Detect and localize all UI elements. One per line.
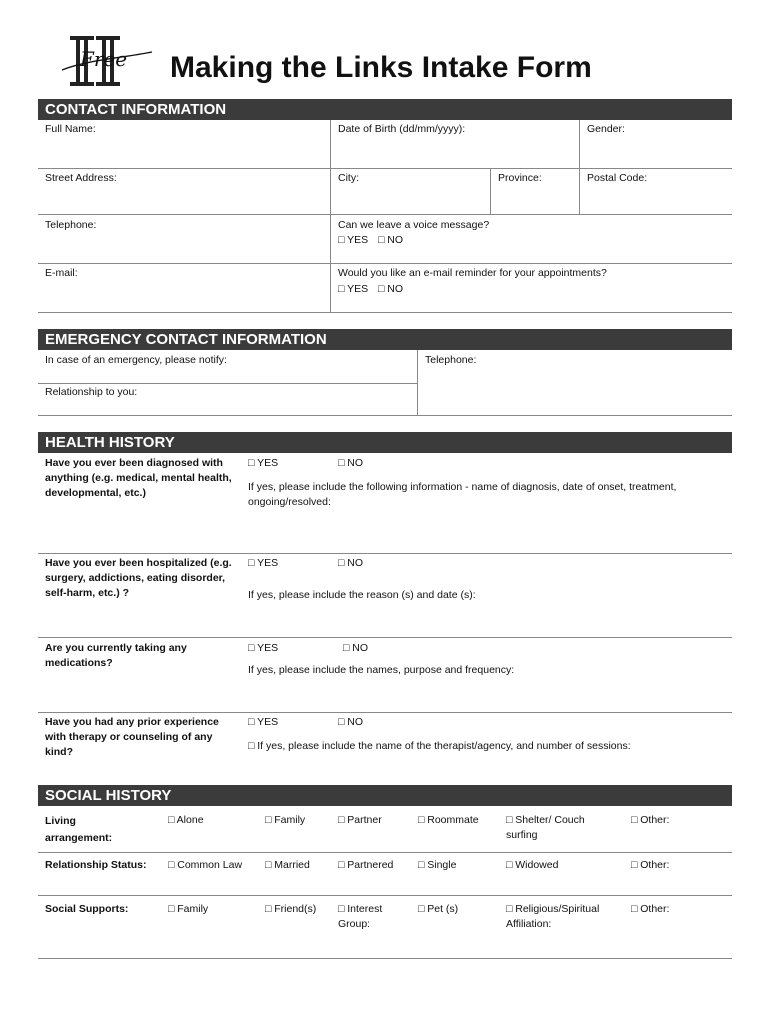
q1-no-checkbox[interactable]: □ NO <box>338 457 364 469</box>
contact-section-header: CONTACT INFORMATION <box>38 99 732 120</box>
living-family-checkbox[interactable]: □ Family <box>265 814 306 826</box>
rel-single-checkbox[interactable]: □ Single <box>418 859 457 871</box>
sup-religious-checkbox[interactable]: □ Religious/Spiritual Affiliation: <box>506 903 600 930</box>
rel-married-checkbox[interactable]: □ Married <box>265 859 310 871</box>
social-supports-label: Social Supports: <box>45 903 129 915</box>
health-q2: Have you ever been hospitalized (e.g. surgery, addictions, eating disorder, self-harm, etc.) ? <box>45 557 232 599</box>
q4-yes-checkbox[interactable]: □ YES <box>248 716 279 728</box>
q4-followup: □ If yes, please include the name of the therapist/agency, and number of sessions: <box>248 740 631 752</box>
living-shelter-checkbox[interactable]: □ Shelter/ Couch surfing <box>506 814 585 841</box>
voice-no-checkbox[interactable]: □ NO <box>378 234 404 246</box>
q3-yes-checkbox[interactable]: □ YES <box>248 642 279 654</box>
q1-yes-checkbox[interactable]: □ YES <box>248 457 279 469</box>
health-q1: Have you ever been diagnosed with anything (e.g. medical, mental health, developmental, etc.) <box>45 457 232 499</box>
living-roommate-checkbox[interactable]: □ Roommate <box>418 814 479 826</box>
q3-followup: If yes, please include the names, purpose and frequency: <box>248 664 515 676</box>
q1-followup: If yes, please include the following information - name of diagnosis, date of onset, treatment, ongoing/resolved: <box>248 481 677 508</box>
rel-other-checkbox[interactable]: □ Other: <box>631 859 670 871</box>
living-partner-checkbox[interactable]: □ Partner <box>338 814 382 826</box>
voice-yes-checkbox[interactable]: □ YES <box>338 234 369 246</box>
sup-friends-checkbox[interactable]: □ Friend(s) <box>265 903 317 915</box>
q2-yes-checkbox[interactable]: □ YES <box>248 557 279 569</box>
street-address-field[interactable]: Street Address: <box>45 172 117 184</box>
sup-family-checkbox[interactable]: □ Family <box>168 903 209 915</box>
voice-message-question: Can we leave a voice message? <box>338 219 490 231</box>
q2-no-checkbox[interactable]: □ NO <box>338 557 364 569</box>
health-q3: Are you currently taking any medications? <box>45 642 187 669</box>
sup-other-checkbox[interactable]: □ Other: <box>631 903 670 915</box>
living-alone-checkbox[interactable]: □ Alone <box>168 814 204 826</box>
rel-partnered-checkbox[interactable]: □ Partnered <box>338 859 394 871</box>
logo <box>62 30 154 92</box>
postal-code-field[interactable]: Postal Code: <box>587 172 648 184</box>
emergency-notify-field[interactable]: In case of an emergency, please notify: <box>45 354 227 366</box>
living-arrangement-label: Living arrangement: <box>45 815 113 844</box>
email-yes-checkbox[interactable]: □ YES <box>338 283 369 295</box>
province-field[interactable]: Province: <box>498 172 542 184</box>
health-q4: Have you had any prior experience with therapy or counseling of any kind? <box>45 716 219 758</box>
sup-pets-checkbox[interactable]: □ Pet (s) <box>418 903 459 915</box>
q4-no-checkbox[interactable]: □ NO <box>338 716 364 728</box>
rel-widowed-checkbox[interactable]: □ Widowed <box>506 859 559 871</box>
emergency-relationship-field[interactable]: Relationship to you: <box>45 386 138 398</box>
q3-no-checkbox[interactable]: □ NO <box>343 642 369 654</box>
rel-common-law-checkbox[interactable]: □ Common Law <box>168 859 243 871</box>
emergency-telephone-field[interactable]: Telephone: <box>425 354 477 366</box>
email-reminder-question: Would you like an e-mail reminder for your appointments? <box>338 267 607 279</box>
living-other-checkbox[interactable]: □ Other: <box>631 814 670 826</box>
ii-logo-icon <box>62 30 154 92</box>
gender-field[interactable]: Gender: <box>587 123 625 135</box>
email-no-checkbox[interactable]: □ NO <box>378 283 404 295</box>
page-title: Making the Links Intake Form <box>170 51 592 84</box>
telephone-field[interactable]: Telephone: <box>45 219 97 231</box>
emergency-section-header: EMERGENCY CONTACT INFORMATION <box>38 329 732 350</box>
q2-followup: If yes, please include the reason (s) and date (s): <box>248 589 476 601</box>
sup-interest-group-checkbox[interactable]: □ Interest Group: <box>338 903 383 930</box>
social-section-header: SOCIAL HISTORY <box>38 785 732 806</box>
relationship-status-label: Relationship Status: <box>45 859 147 871</box>
dob-field[interactable]: Date of Birth (dd/mm/yyyy): <box>338 123 466 135</box>
email-field[interactable]: E-mail: <box>45 267 78 279</box>
full-name-field[interactable]: Full Name: <box>45 123 96 135</box>
health-section-header: HEALTH HISTORY <box>38 432 732 453</box>
city-field[interactable]: City: <box>338 172 359 184</box>
svg-text:Free: Free <box>80 47 128 71</box>
